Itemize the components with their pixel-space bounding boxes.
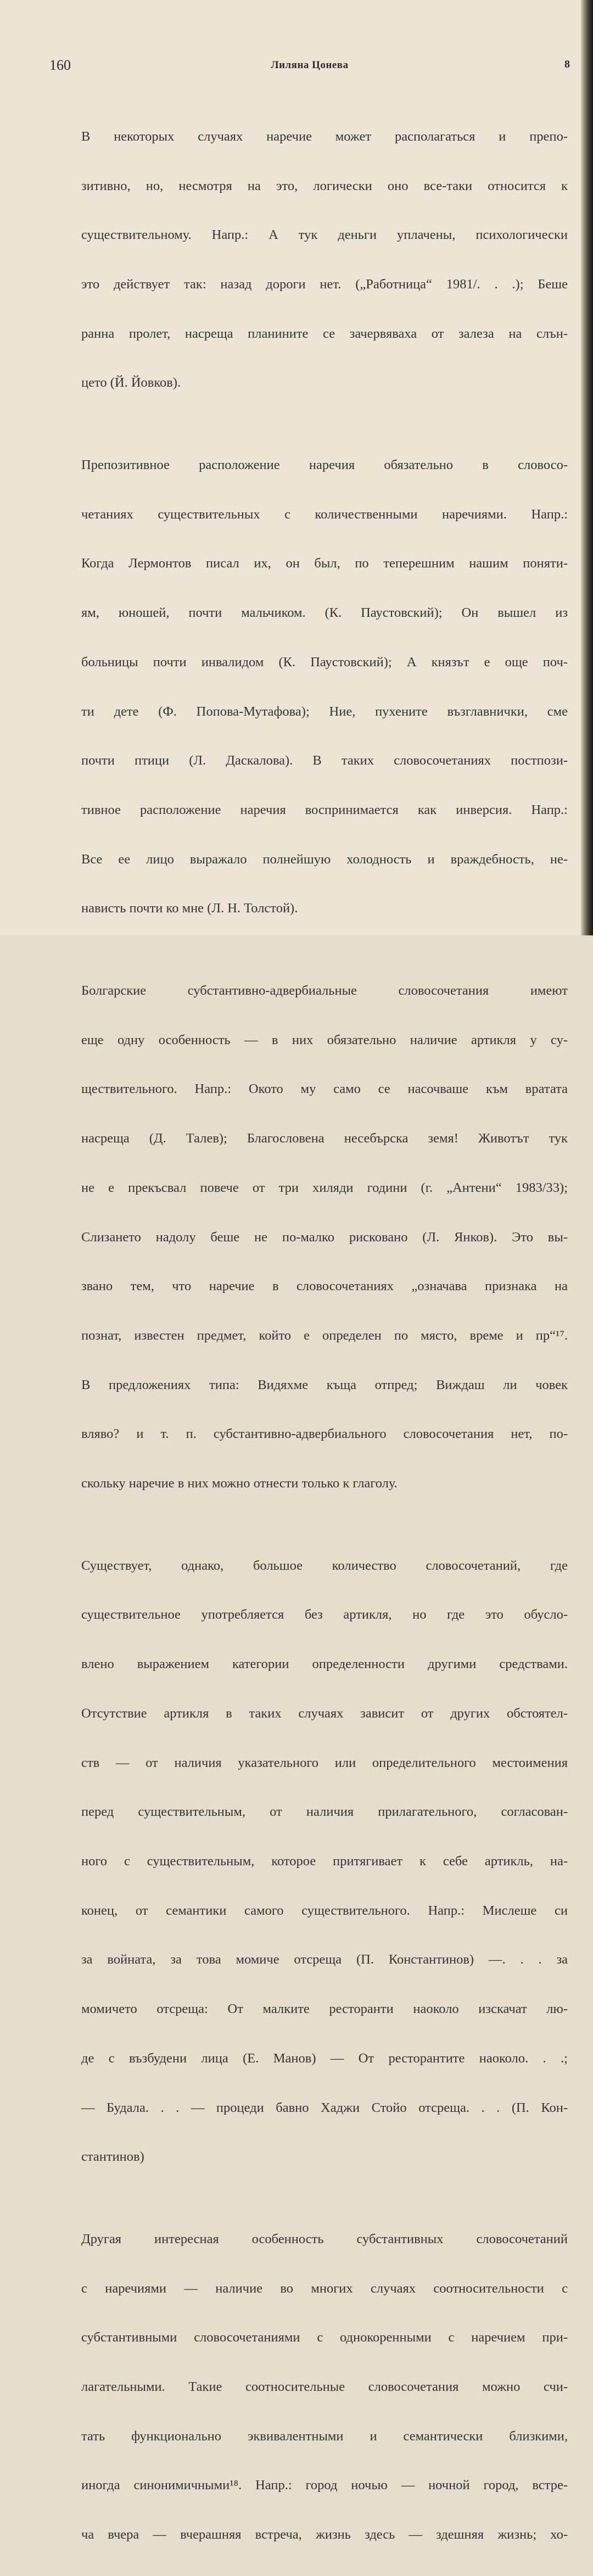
text-line: почти птици (Л. Даскалова). В таких словосочетаниях постпози-: [81, 753, 568, 768]
text-line: Отсутствие артикля в таких случаях зависит от других обстоятел-: [81, 1705, 568, 1721]
paragraph: [49, 2198, 568, 2576]
text-line: еще одну особенность — в них обязательно наличие артикля у су-: [81, 1032, 568, 1047]
text-line: Болгарские субстантивно-адвербиальные словосочетания имеют: [81, 983, 568, 998]
paragraph: [49, 424, 568, 950]
text-line: с наречиями — наличие во многих случаях соотносительности с: [81, 2281, 568, 2296]
text-line: — Будала. . . — процеди бавно Хаджи Стойо отсреща. . . (П. Кон-: [81, 2100, 568, 2115]
text-line: влено выражением категории определенности другими средствами.: [81, 1657, 568, 1672]
text-line: ча вчера — вчерашняя встреча, жизнь здесь — здешняя жизнь; хо-: [81, 2527, 568, 2542]
text-line: цето (Й. Йовков).: [81, 375, 181, 391]
book-spine-shadow: [581, 0, 593, 935]
text-line: скольку наречие в них можно отнести только к глаголу.: [81, 1476, 398, 1491]
text-line: существительное употребляется без артикля, но где это обусло-: [81, 1607, 568, 1622]
text-line: ти дете (Ф. Попова-Мутафова); Ние, пухените възглавнички, сме: [81, 704, 568, 719]
text-line: В предложениях типа: Видяхме къща отпред; Виждаш ли човек: [81, 1377, 568, 1392]
text-line: нависть почти ко мне (Л. Н. Толстой).: [81, 901, 298, 916]
text-line: звано тем, что наречие в словосочетаниях „означава признака на: [81, 1279, 568, 1294]
text-line: тать функционально эквивалентными и семантически близкими,: [81, 2428, 568, 2444]
text-line: иногда синонимичными¹⁸. Напр.: город ночью — ночной город, встре-: [81, 2478, 568, 2493]
text-line: Препозитивное расположение наречия обязательно в словосо-: [81, 457, 568, 472]
running-title: Лиляна Цонева: [271, 59, 349, 71]
text-line: лагательными. Такие соотносительные словосочетания можно счи-: [81, 2379, 568, 2394]
text-line: тивное расположение наречия воспринимается как инверсия. Напр.:: [81, 802, 568, 817]
text-line: вляво? и т. п. субстантивно-адвербиального словосочетания нет, по-: [81, 1426, 568, 1442]
text-line: ям, юношей, почти мальчиком. (К. Паустовский); Он вышел из: [81, 605, 568, 621]
text-line: субстантивными словосочетаниями с однокоренными с наречием при-: [81, 2330, 568, 2345]
text-line: момичето отсреща: От малките ресторанти наоколо изскачат лю-: [81, 2001, 568, 2017]
text-line: зитивно, но, несмотря на это, логически оно все-таки относится к: [81, 178, 568, 193]
text-line: это действует так: назад дороги нет. („Работница“ 1981/. . .); Беше: [81, 276, 568, 292]
text-line: В некоторых случаях наречие может располагаться и препо-: [81, 129, 568, 144]
paragraph: [49, 950, 568, 1525]
text-line: конец, от семантики самого существительного. Напр.: Мислеше си: [81, 1903, 568, 1918]
text-line: больницы почти инвалидом (К. Паустовский); А князът е още поч-: [81, 654, 568, 670]
body-text: [49, 96, 568, 2576]
paragraph: [49, 96, 568, 424]
text-line: Существует, однако, большое количество словосочетаний, где: [81, 1558, 568, 1573]
text-line: Слизането надолу беше не по-малко рисковано (Л. Янков). Это вы-: [81, 1229, 568, 1245]
paragraph: [49, 1525, 568, 2198]
text-line: не е прекъсвал повече от три хиляди години (г. „Антени“ 1983/33);: [81, 1180, 568, 1195]
text-line: стантинов): [81, 2149, 144, 2165]
chapter-number: 8: [564, 58, 570, 70]
text-line: Другая интересная особенность субстантивных словосочетаний: [81, 2231, 568, 2246]
text-line: ств — от наличия указательного или определительного местоимения: [81, 1755, 568, 1770]
text-line: четаниях существительных с количественными наречиями. Напр.:: [81, 506, 568, 522]
text-line: ного с существительным, которое притягивает к себе артикль, на-: [81, 1853, 568, 1869]
text-line: познат, известен предмет, който е определен по място, време и пр“¹⁷.: [81, 1328, 568, 1343]
text-line: Когда Лермонтов писал их, он был, по теперешним нашим поняти-: [81, 556, 568, 571]
text-line: перед существительным, от наличия прилагательного, согласован-: [81, 1804, 568, 1820]
page-number: 160: [49, 57, 71, 73]
text-line: насреща (Д. Талев); Благословена несебърска земя! Животът тук: [81, 1131, 568, 1146]
text-line: ществительного. Напр.: Окото му само се насочваше към вратата: [81, 1081, 568, 1097]
text-line: де с възбудени лица (Е. Манов) — От ресторантите наоколо. . .;: [81, 2050, 568, 2066]
text-line: существительному. Напр.: А тук деньги уплачены, психологически: [81, 227, 568, 243]
text-line: за войната, за това момиче отсреща (П. Константинов) —. . . за: [81, 1952, 568, 1967]
page-header: [49, 57, 570, 77]
text-line: ранна пролет, насреща планините се зачервяваха от залеза на слън-: [81, 326, 568, 341]
text-line: Все ее лицо выражало полнейшую холодность и враждебность, не-: [81, 851, 568, 867]
